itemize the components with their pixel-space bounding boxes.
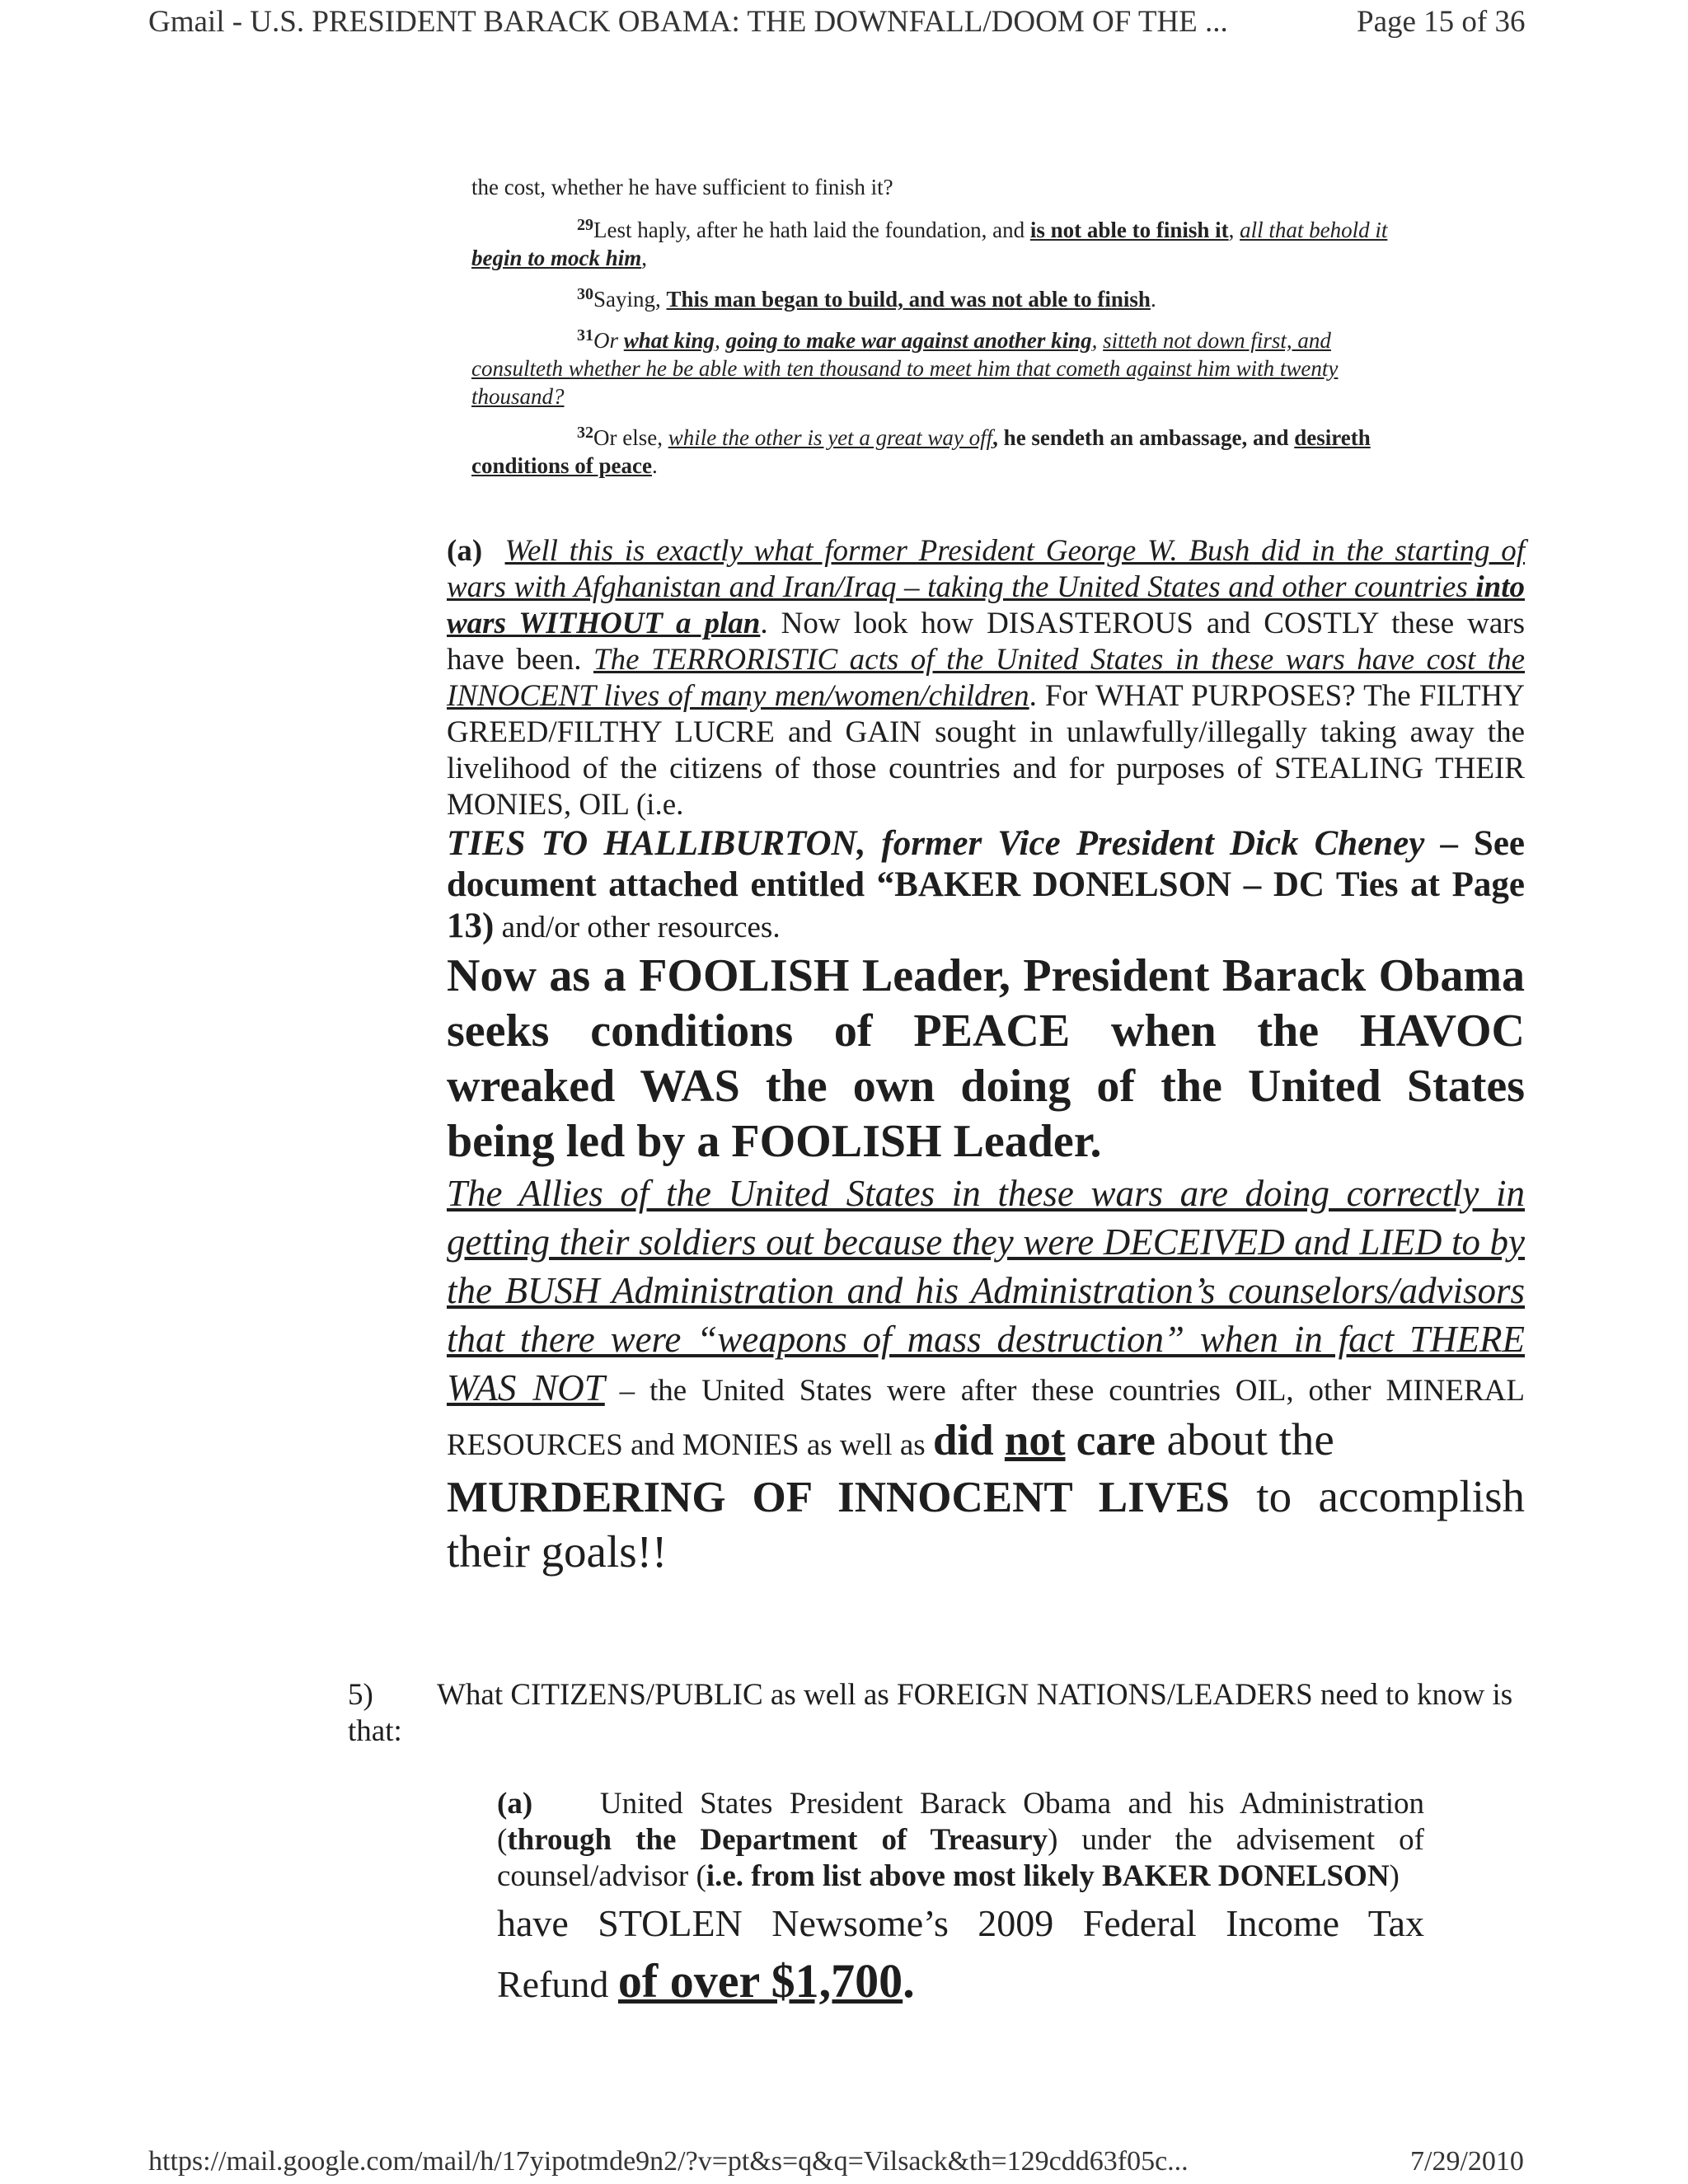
sub-paragraph-a-refund <box>497 1895 1424 2013</box>
paragraph-text: to accomplish their goals!! <box>447 1471 1525 1577</box>
verse-31 <box>471 326 1415 410</box>
verse-text: sitteth not down first, and consulteth whether he be able with ten thousand to meet him that cometh against him with twenty thousand? <box>471 328 1339 409</box>
print-footer <box>0 2141 1688 2182</box>
paragraph-text: Now as a FOOLISH Leader, President Barack Obama seeks conditions of PEACE when the HAVOC wreaked WAS the own doing of the United States being led by a FOOLISH Leader. <box>447 950 1525 1167</box>
paragraph-text: and/or other resources. <box>494 911 781 944</box>
print-date: 7/29/2010 <box>1410 2146 1524 2177</box>
paragraph-a-allies <box>447 1169 1525 1469</box>
scripture-verses <box>471 173 1415 493</box>
paragraph-text: TIES TO HALLIBURTON, former Vice President Dick Cheney <box>447 824 1425 863</box>
paragraph-text: MURDERING OF INNOCENT LIVES <box>447 1474 1230 1521</box>
item-5 <box>348 1677 1526 1750</box>
paragraph-text: care <box>1065 1417 1156 1465</box>
verse-number: 32 <box>577 424 593 442</box>
paragraph-a-intro <box>447 533 1525 823</box>
verse-text: . <box>1150 287 1156 312</box>
verse-text: all that behold it <box>1240 218 1388 242</box>
verse-text: desireth conditions of peace <box>471 425 1371 478</box>
verse-text: , <box>1091 328 1104 353</box>
verse-text: is not able to finish it <box>1029 218 1229 242</box>
paragraph-text: ) under the advisement of counsel/advisor ( <box>497 1823 1424 1893</box>
verse-29 <box>471 216 1415 272</box>
paragraph-text: through the Department of Treasury <box>507 1823 1048 1857</box>
verse-text: , <box>641 246 648 270</box>
paragraph-a-conclusion <box>447 1469 1525 1579</box>
page-number: Page 15 of 36 <box>1357 5 1526 39</box>
paragraph-text: into wars WITHOUT a plan <box>447 570 1525 640</box>
verse-text: Or <box>593 328 624 353</box>
verse-text: Or else, <box>593 425 668 450</box>
verse-text: . <box>652 453 658 478</box>
verse-text: , <box>715 328 726 353</box>
page-url: https://mail.google.com/mail/h/17yipotmde9n2/?v=pt&s=q&q=Vilsack&th=129cdd63f05c... <box>148 2146 1189 2177</box>
verse-number: 29 <box>577 216 593 234</box>
verse-text: while the other is yet a great way off <box>668 425 993 450</box>
paragraph-text: – See document attached entitled “BAKER DONELSON – DC Ties at Page 13) <box>447 824 1525 945</box>
verse-text: going to make war against another king <box>725 328 1092 353</box>
refund-amount: of over $1,700 <box>617 1954 903 2008</box>
verse-number: 30 <box>577 285 593 303</box>
paragraph-text: Well this is exactly what former President George W. Bush did in the starting of wars with Afghanistan and Iran/Iraq – taking the United States and other countries <box>447 534 1525 604</box>
paragraph-label: (a) <box>497 1787 533 1821</box>
verse-text: begin to mock him <box>471 246 642 270</box>
sub-paragraph-a <box>497 1786 1424 2013</box>
verse-28-continuation: the cost, whether he have sufficient to finish it? <box>471 175 893 199</box>
paragraph-text: The TERRORISTIC acts of the United States in these wars have cost the INNOCENT lives of many men/women/children <box>447 643 1525 713</box>
paragraph-text: i.e. from list above most likely BAKER DONELSON <box>706 1859 1390 1893</box>
paragraph-a-halliburton <box>447 823 1525 949</box>
print-header <box>0 2 1688 43</box>
paragraph-a <box>447 533 1525 1579</box>
paragraph-text: United States President Barack Obama and his Administration ( <box>497 1787 1425 1857</box>
verse-text: , <box>1228 218 1240 242</box>
verse-text: This man began to build, and was not able to finish <box>666 287 1151 312</box>
verse-number: 31 <box>577 326 593 344</box>
item-number: 5) <box>348 1678 373 1712</box>
verse-text: what king <box>623 328 715 353</box>
verse-32 <box>471 424 1415 480</box>
paragraph-text: not <box>1004 1417 1066 1465</box>
paragraph-text: did <box>932 1417 1005 1465</box>
verse-30 <box>471 285 1415 313</box>
paragraph-text: – the United States were after these countries OIL, other MINERAL RESOURCES and MONIES as well as <box>447 1374 1526 1462</box>
paragraph-text: . Now look how DISASTEROUS and COSTLY these wars have been. <box>447 607 1526 677</box>
paragraph-text: about the <box>1155 1414 1334 1465</box>
paragraph-text: The Allies of the United States in these wars are doing correctly in getting their soldiers out because they were DECEIVED and LIED to by the BUSH Administration and his Administration’s counselors/advisors that there were “weapons of mass destruction” when in fact THERE WAS NOT <box>447 1173 1525 1408</box>
sub-paragraph-a-text <box>497 1786 1424 1895</box>
page-header-title: Gmail - U.S. PRESIDENT BARACK OBAMA: THE DOWNFALL/DOOM OF THE ... <box>148 5 1228 39</box>
paragraph-text: . For WHAT PURPOSES? The FILTHY GREED/FILTHY LUCRE and GAIN sought in unlawfully/illegally taking away the livelihood of the citizens of those countries and for purposes of STEALING THEIR MONIES, OIL (i.e. <box>447 679 1525 822</box>
paragraph-text: . <box>903 1954 915 2008</box>
paragraph-text: have STOLEN Newsome’s 2009 Federal Income Tax Refund <box>497 1902 1424 2005</box>
paragraph-label: (a) <box>447 534 483 568</box>
item-text: What CITIZENS/PUBLIC as well as FOREIGN NATIONS/LEADERS need to know is that: <box>348 1678 1513 1748</box>
verse-text: , he sendeth an ambassage, and <box>992 425 1295 450</box>
paragraph-text: ) <box>1389 1859 1400 1893</box>
verse-text: Lest haply, after he hath laid the foundation, and <box>593 218 1030 242</box>
verse-text: Saying, <box>593 287 667 312</box>
paragraph-a-foolish-leader <box>447 949 1525 1169</box>
